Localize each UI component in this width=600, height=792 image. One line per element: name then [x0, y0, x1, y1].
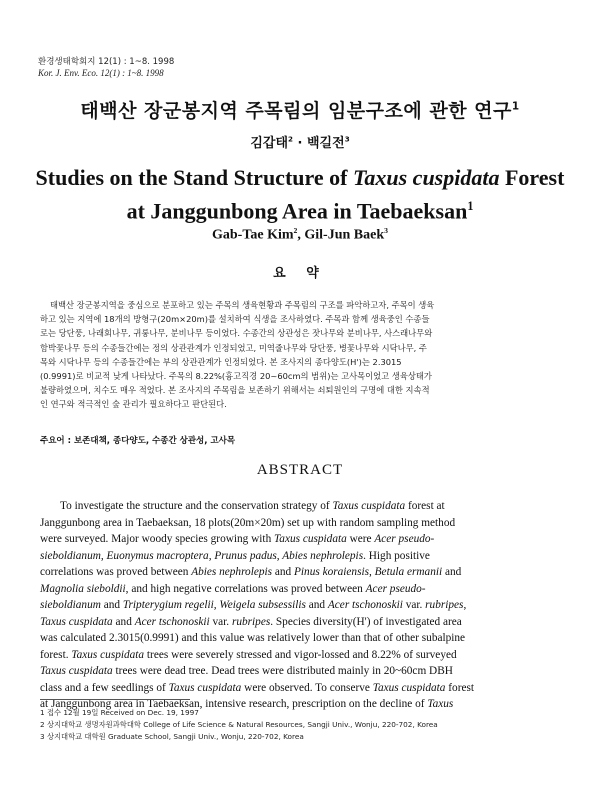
author-korean-2-mark: 3 [344, 134, 350, 144]
abstract-english-line [40, 663, 560, 680]
abstract-english-line [40, 548, 560, 565]
abstract-english-line [40, 498, 560, 515]
authors-korean [0, 132, 600, 151]
abstract-english [40, 498, 560, 713]
abstract-english-line [40, 614, 560, 631]
abstract-english-line [40, 630, 560, 647]
title-english [0, 163, 600, 225]
summary-korean-line: (0.9991)로 비교적 낮게 나타났다. 주목의 8.22%(흉고직경 20~60cm의 범위)는 고사목이었고 생육상태가 [40, 371, 432, 382]
abstract-text: at Janggunbong area in Taebaeksan, intensive research, prescription on the decline of [40, 698, 428, 710]
abstract-english-line [40, 680, 560, 697]
abstract-italic-term: Taxus [427, 698, 454, 710]
abstract-italic-term: Abies nephrolepis [191, 566, 273, 578]
footnote-1: 1 접수 12월 19일 Received on Dec. 19, 1997 [40, 708, 199, 717]
footnote-3: 3 상지대학교 대학원 Graduate School, Sangji Univ., Wonju, 220-702, Korea [40, 732, 304, 741]
abstract-text: var. [209, 615, 232, 628]
authors-english [0, 226, 600, 244]
abstract-english-line [40, 515, 560, 532]
abstract-italic-term: Taxus cuspidata [40, 615, 113, 628]
abstract-text: var. [402, 599, 426, 611]
title-korean-text: 태백산 장군봉지역 주목림의 임분구조에 관한 연구 [80, 100, 512, 122]
abstract-italic-term: rubripes [231, 615, 271, 628]
abstract-italic-term: Taxus cuspidata [71, 648, 145, 661]
abstract-english-line [40, 531, 560, 548]
abstract-italic-term: Magnolia sieboldii [40, 582, 126, 595]
abstract-text: trees were severely stressed and vigor-lossed and 8.22% of surveyed [144, 648, 457, 661]
title-english-species: Taxus cuspidata [352, 165, 500, 190]
abstract-italic-term: Acer tschonoskii [327, 599, 403, 611]
title-english-line1-post: Forest [499, 165, 565, 190]
abstract-text: . High positive [363, 549, 430, 562]
title-english-line2: at Janggunbong Area in Taebaeksan [126, 198, 468, 224]
abstract-text: correlations was proved between [40, 566, 192, 578]
abstract-italic-term: sieboldianum, Euonymus macroptera, Prunus padus, Abies nephrolepis [40, 549, 364, 562]
abstract-text: . Species diversity(H') of investigated area [270, 615, 462, 628]
title-korean-footnote-mark: 1 [511, 100, 520, 113]
author-english-1-mark: 2 [293, 226, 298, 235]
title-english-line1-pre: Studies on the Stand Structure of [35, 165, 353, 190]
title-english-footnote-mark: 1 [467, 199, 474, 213]
abstract-italic-term: Taxus cuspidata [40, 665, 113, 677]
abstract-text: forest at [405, 500, 445, 512]
abstract-italic-term: Taxus cuspidata [372, 681, 446, 694]
abstract-text: were [346, 533, 375, 545]
abstract-english-line [40, 597, 560, 614]
abstract-text: , [463, 599, 467, 611]
abstract-italic-term: Acer pseudo- [365, 582, 426, 595]
abstract-text: , and high negative correlations was proved between [125, 582, 366, 595]
abstract-italic-term: Taxus cuspidata [274, 533, 347, 545]
abstract-text: and [305, 599, 328, 611]
abstract-text: forest. [40, 648, 72, 661]
summary-korean-line: 하고 있는 지역에 18개의 방형구(20m×20m)를 설치하여 식생을 조사하였다. 주목과 함께 생육중인 수종들 [40, 314, 430, 325]
abstract-english-line [40, 581, 560, 598]
abstract-italic-term: Taxus cuspidata [332, 500, 406, 512]
abstract-italic-term: Pinus koraiensis, Betula ermanii [294, 566, 443, 578]
abstract-text: and [272, 566, 295, 578]
abstract-english-line [40, 564, 560, 581]
abstract-text: was calculated 2.3015(0.9991) and this value was relatively lower than that of other subalpine [40, 632, 466, 644]
journal-citation-ko: 환경생태학회지 12(1) : 1~8. 1998 [38, 57, 175, 67]
author-korean-2: 백길전 [307, 136, 345, 151]
abstract-text: and [100, 599, 123, 611]
author-english-2-mark: 3 [384, 226, 388, 235]
abstract-text: Janggunbong area in Taebaeksan, 18 plots(20m×20m) set up with random sampling method [40, 516, 456, 529]
abstract-italic-term: rubripes [425, 599, 464, 611]
abstract-text: forest [445, 681, 474, 694]
abstract-text: were observed. To conserve [241, 681, 373, 694]
author-korean-1-mark: 2 [288, 134, 293, 144]
summary-korean-line: 함박꽃나무 등의 수종들간에는 정의 상관관계가 인정되었고, 미역줄나무와 당단풍, 병꽃나무와 시닥나무, 주 [40, 342, 427, 353]
abstract-italic-term: Taxus cuspidata [168, 681, 242, 694]
keywords-korean: 주요어 : 보존대책, 종다양도, 수종간 상관성, 고사목 [40, 436, 236, 446]
abstract-heading: ABSTRACT [256, 462, 344, 478]
footnote-divider [40, 699, 190, 700]
summary-korean-line: 인 연구와 적극적인 숲 관리가 필요하다고 판단된다. [40, 399, 227, 410]
abstract-italic-term: Acer pseudo- [374, 533, 435, 545]
abstract-italic-term: Tripterygium regelii, Weigela subsessilis [122, 599, 306, 611]
summary-korean [40, 298, 560, 412]
abstract-text: were surveyed. Major woody species growing with [40, 533, 275, 545]
abstract-italic-term: sieboldianum [40, 599, 101, 611]
author-korean-1: 김갑태 [250, 136, 289, 151]
summary-heading-korean: 요 약 [273, 266, 327, 281]
abstract-text: and [112, 615, 135, 628]
title-korean [0, 96, 600, 123]
summary-korean-line: 태백산 장군봉지역을 중심으로 분포하고 있는 주목의 생육현황과 주목림의 구조를 파악하고자, 주목이 생육 [50, 300, 435, 310]
summary-korean-line: 불량하였으며, 치수도 매우 적었다. 본 조사지의 주목림을 보존하기 위해서는 쇠퇴원인의 구명에 대한 지속적 [40, 385, 430, 396]
abstract-text: To investigate the structure and the conservation strategy of [60, 500, 333, 512]
footnote-2: 2 상지대학교 생명자원과학대학 College of Life Science & Natural Resources, Sangji Univ., Wonju, 220-702, Korea [40, 720, 438, 729]
author-english-2: Gil-Jun Baek [304, 227, 385, 243]
journal-citation-en: Kor. J. Env. Eco. 12(1) : 1~8. 1998 [38, 68, 164, 78]
abstract-text: and [442, 566, 462, 578]
author-separator: · [297, 136, 303, 151]
author-english-1: Gab-Tae Kim [212, 227, 294, 243]
abstract-text: class and a few seedlings of [40, 681, 169, 694]
abstract-text: trees were dead tree. Dead trees were distributed mainly in 20~60cm DBH [112, 665, 453, 677]
abstract-italic-term: Acer tschonoskii [134, 615, 210, 628]
abstract-english-line [40, 647, 560, 664]
summary-korean-line: 로는 당단풍, 나래회나무, 귀룽나무, 분비나무 등이었다. 수종간의 상관성은 잣나무와 분비나무, 사스래나무와 [40, 328, 433, 339]
summary-korean-line: 목와 시닥나무 등의 수종들간에는 부의 상관관계가 인정되었다. 본 조사지의 종다양도(H')는 2.3015 [40, 356, 402, 367]
author-english-separator: , [297, 227, 305, 243]
